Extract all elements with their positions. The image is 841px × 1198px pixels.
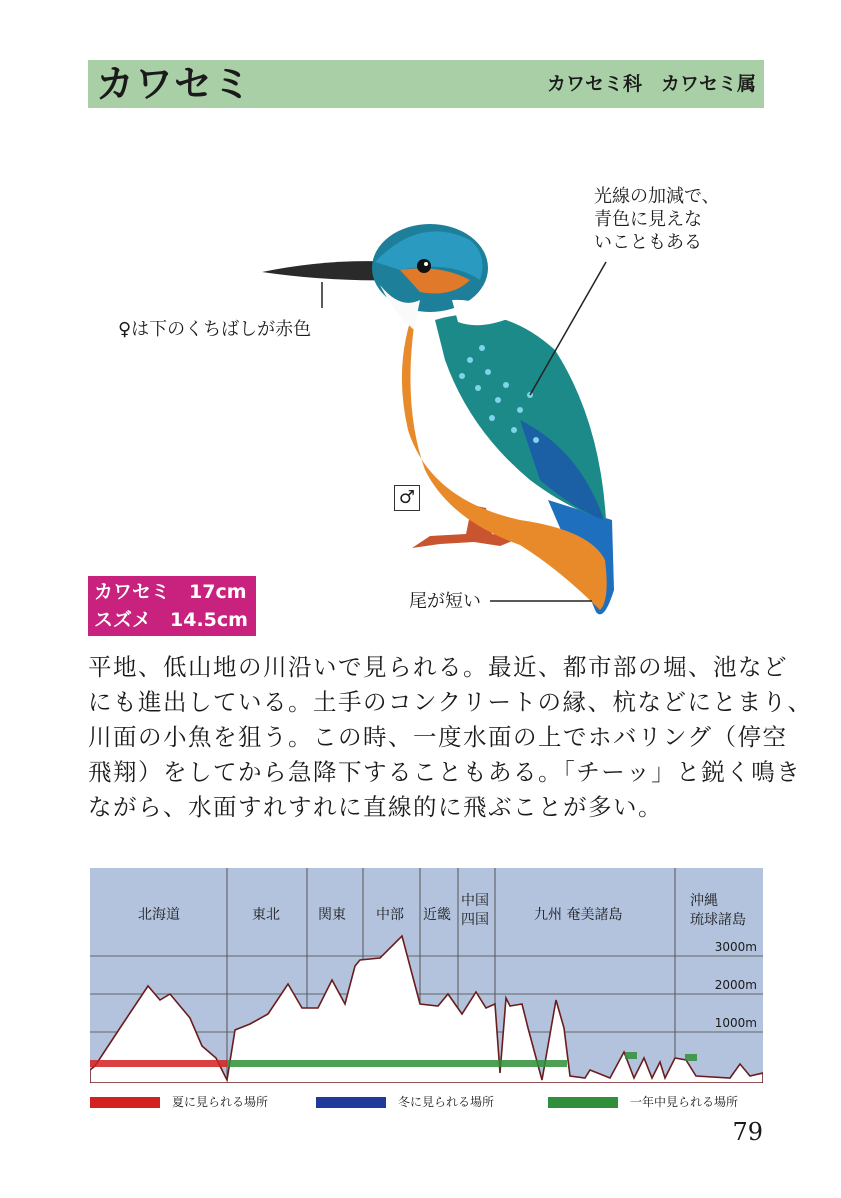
altitude-3000: 3000m [714,940,757,954]
region-chubu: 中部 [376,907,404,923]
altitude-2000: 2000m [714,978,757,992]
region-kinki: 近畿 [423,907,451,923]
legend-winter-label: 冬に見られる場所 [398,1095,495,1109]
resident-swatch [548,1097,618,1108]
legend-winter [316,1094,494,1110]
species-name: カワセミ [96,62,253,106]
distribution-chart [90,868,763,1083]
region-tohoku: 東北 [252,907,280,923]
altitude-1000: 1000m [714,1016,757,1030]
description-line: にも進出している。土手のコンクリートの縁、杭などにとまり、 [88,688,813,716]
taxonomy-label: カワセミ科 カワセミ属 [546,73,756,95]
description-line: ながら、水面すれすれに直線的に飛ぶことが多い。 [88,793,663,821]
male-symbol-icon: ♂ [394,485,420,511]
size-sparrow: スズメ 14.5cm [94,609,248,631]
size-comparison-box [88,576,256,636]
size-kingfisher: カワセミ 17cm [94,581,247,603]
description [88,650,813,825]
female-annotation: ♀は下のくちばしが赤色 [118,319,312,340]
description-line: 飛翔）をしてから急降下することもある。「チーッ」と鋭く鳴き [88,758,802,786]
light-annotation [594,185,720,254]
summer-swatch [90,1097,160,1108]
legend-resident-label: 一年中見られる場所 [630,1095,739,1109]
tail-annotation: 尾が短い [409,591,481,612]
description-line: 川面の小魚を狙う。この時、一度水面の上でホバリング（停空 [88,723,788,751]
winter-swatch [316,1097,386,1108]
region-kanto: 関東 [318,907,346,923]
light-line-2: 青色に見えな [594,209,702,230]
region-kyushu-amami: 九州 奄美諸島 [534,907,623,923]
light-line-3: いこともある [594,232,702,253]
region-okinawa: 沖縄 琉球諸島 [690,893,746,928]
legend-resident [548,1094,738,1110]
region-hokkaido: 北海道 [138,907,180,923]
description-line: 平地、低山地の川沿いで見られる。最近、都市部の堀、池など [88,653,788,681]
light-line-1: 光線の加減で、 [594,186,720,207]
legend-summer-label: 夏に見られる場所 [172,1095,269,1109]
page-number: 79 [732,1118,763,1146]
region-chugoku-shikoku: 中国 四国 [461,893,489,928]
legend-summer [90,1094,268,1110]
